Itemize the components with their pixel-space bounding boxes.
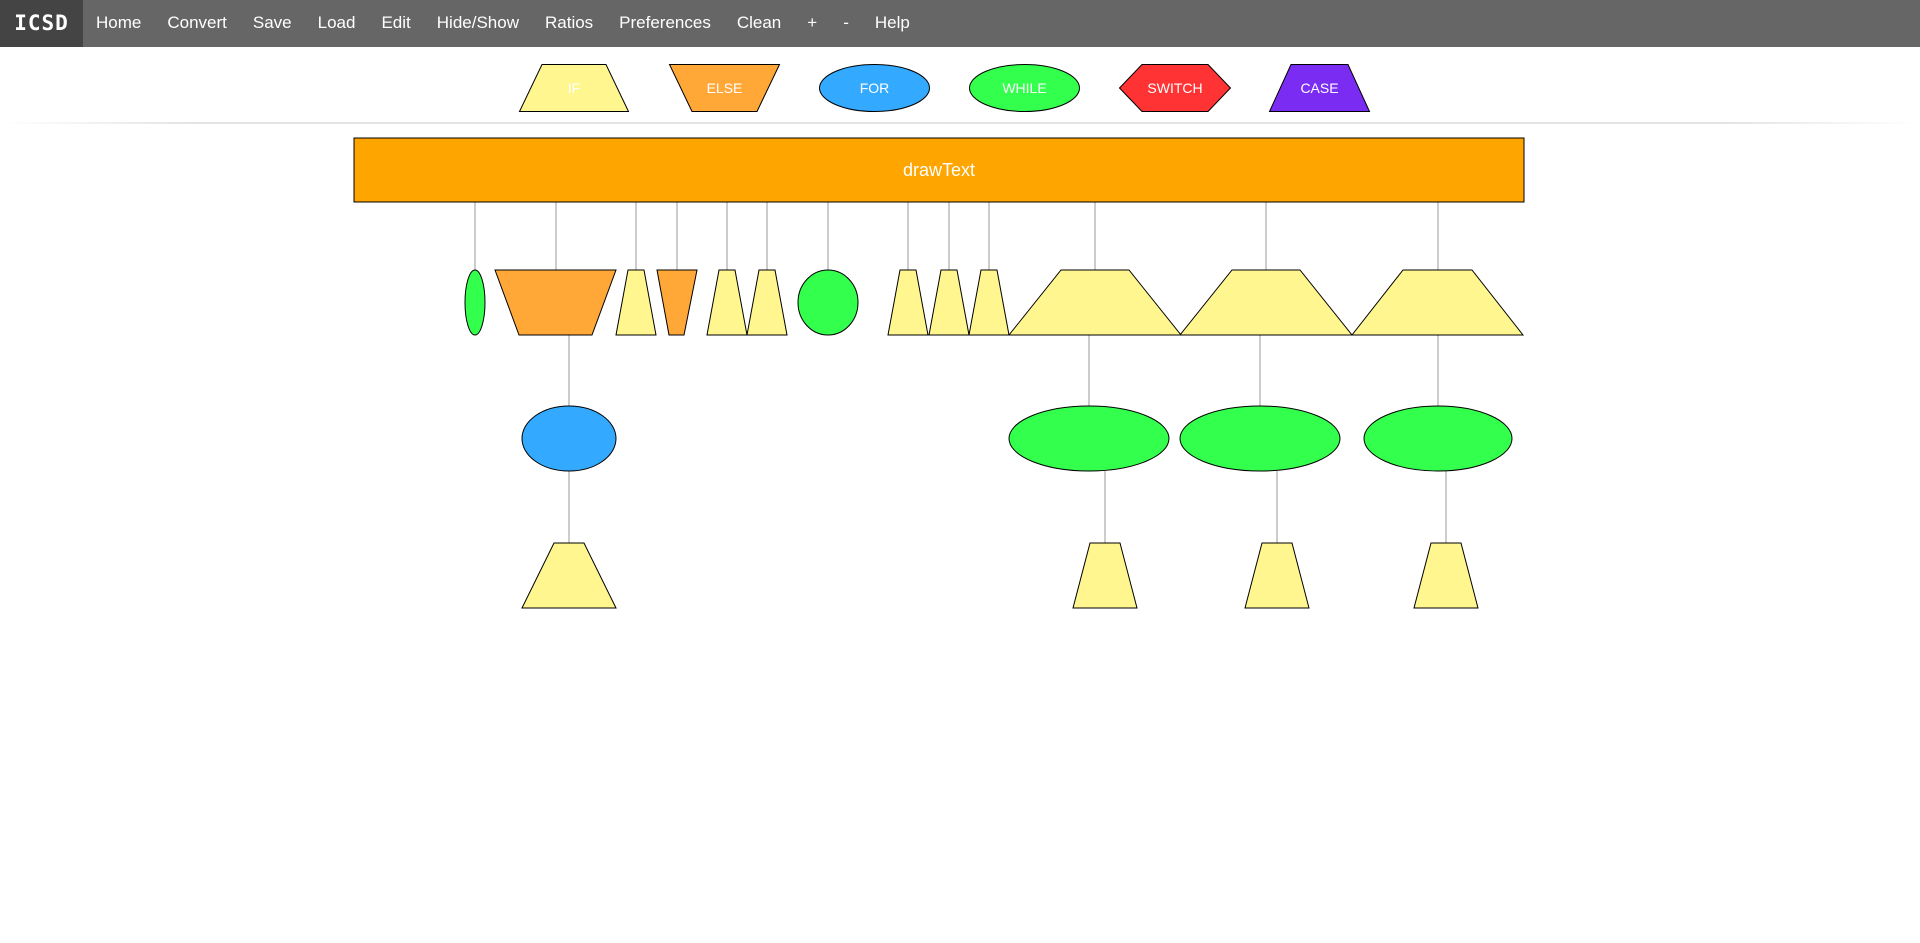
if-node[interactable] <box>1414 543 1478 608</box>
palette-for-block[interactable] <box>819 64 930 112</box>
hexagon-shape-icon <box>1119 64 1231 112</box>
else-node[interactable] <box>495 270 616 335</box>
for-node[interactable] <box>522 406 616 471</box>
palette-while-label: WHILE <box>1002 80 1047 96</box>
if-node[interactable] <box>969 270 1009 335</box>
if-node[interactable] <box>522 543 616 608</box>
menu-help[interactable]: Help <box>874 13 910 32</box>
palette-if-label: IF <box>567 80 581 96</box>
palette-switch-polygon <box>1120 65 1231 112</box>
menu-preferences[interactable]: Preferences <box>619 13 711 32</box>
ellipse-shape-icon <box>969 64 1080 112</box>
connector-lines <box>475 202 1446 543</box>
palette-case-label: CASE <box>1300 80 1339 96</box>
while-node[interactable] <box>1009 406 1169 471</box>
top-navbar <box>0 0 1920 47</box>
palette-divider <box>0 122 1920 124</box>
palette-case-polygon <box>1270 65 1370 112</box>
root-node-label: drawText <box>902 159 976 180</box>
if-node[interactable] <box>747 270 787 335</box>
palette-if-polygon <box>520 65 629 112</box>
trapezoid-shape-icon <box>1269 64 1370 112</box>
menu-home[interactable]: Home <box>96 13 142 32</box>
palette-while-ellipse <box>970 65 1080 112</box>
palette-case-block[interactable] <box>1269 64 1370 112</box>
palette-else-label: ELSE <box>706 80 743 96</box>
while-node[interactable] <box>465 270 485 335</box>
palette-else-polygon <box>670 65 780 112</box>
menu-clean[interactable]: Clean <box>736 13 782 32</box>
while-node[interactable] <box>798 270 858 335</box>
if-node[interactable] <box>888 270 928 335</box>
palette-else-block[interactable] <box>669 64 780 112</box>
if-node[interactable] <box>929 270 969 335</box>
app-brand[interactable]: ICSD <box>0 0 83 47</box>
menu-convert[interactable]: Convert <box>167 13 227 32</box>
palette-switch-block[interactable] <box>1119 64 1231 112</box>
menu-hide-show[interactable]: Hide/Show <box>436 13 519 32</box>
menu-zoom-out[interactable]: - <box>843 13 849 32</box>
shape-palette <box>0 47 1920 123</box>
palette-for-ellipse <box>820 65 930 112</box>
palette-if-block[interactable] <box>519 64 629 112</box>
main-menu <box>83 0 923 47</box>
if-node[interactable] <box>1245 543 1309 608</box>
palette-switch-label: SWITCH <box>1147 80 1203 96</box>
inverted-trapezoid-shape-icon <box>669 64 780 112</box>
menu-ratios[interactable]: Ratios <box>544 13 594 32</box>
palette-while-block[interactable] <box>969 64 1080 112</box>
menu-zoom-in[interactable]: + <box>807 13 818 32</box>
menu-save[interactable]: Save <box>252 13 292 32</box>
while-node[interactable] <box>1364 406 1512 471</box>
if-node[interactable] <box>1009 270 1181 335</box>
ellipse-shape-icon <box>819 64 930 112</box>
while-node[interactable] <box>1180 406 1340 471</box>
menu-edit[interactable]: Edit <box>381 13 411 32</box>
trapezoid-shape-icon <box>519 64 629 112</box>
if-node[interactable] <box>707 270 747 335</box>
if-node[interactable] <box>1073 543 1137 608</box>
menu-load[interactable]: Load <box>317 13 356 32</box>
else-node[interactable] <box>657 270 697 335</box>
if-node[interactable] <box>1352 270 1523 335</box>
palette-for-label: FOR <box>859 80 890 96</box>
if-node[interactable] <box>616 270 656 335</box>
if-node[interactable] <box>1180 270 1352 335</box>
